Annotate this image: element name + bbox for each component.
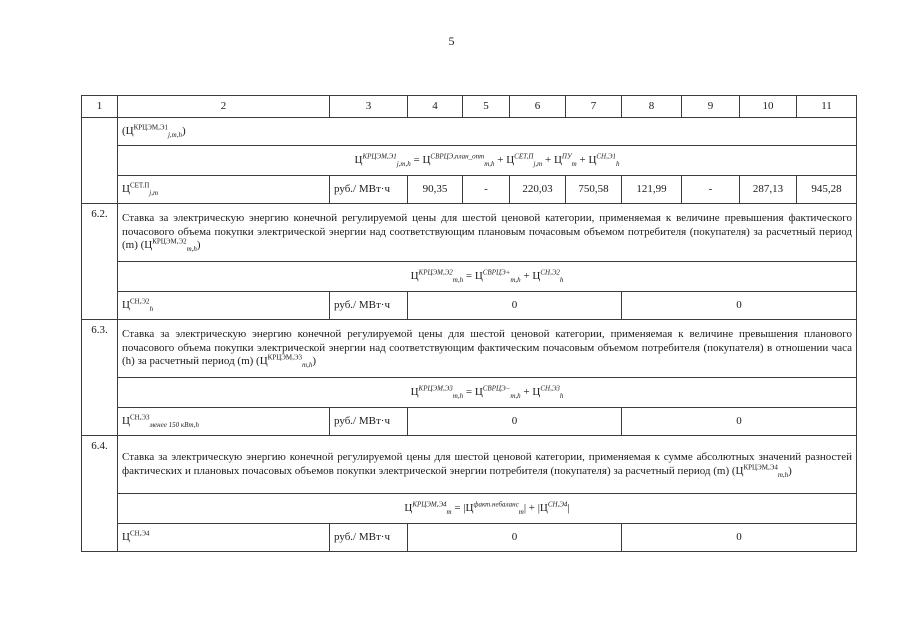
- rate-name: $Ц^{СН,Э3}_{менее 150 кВт,h}$: [118, 408, 330, 436]
- unit-cell: руб./ МВт·ч: [330, 408, 408, 436]
- value-cell: 90,35: [408, 176, 463, 204]
- section-number: 6.2.: [82, 204, 118, 320]
- value-cell: 220,03: [510, 176, 566, 204]
- value-cell: 0: [408, 292, 622, 320]
- value-cell: 121,99: [622, 176, 682, 204]
- formula-row: [82, 378, 857, 408]
- header-cell: 7: [566, 96, 622, 118]
- value-cell: -: [463, 176, 510, 204]
- section-text: Ставка за электрическую энергию конечной регулируемой цены для шестой ценовой категории, применяемая к величине превышения планового почасового объема покупки электрической энергии над соответствующим фактическим почасовым объемом потребителя (покупателя) в отношении часа (h) за расчетный период (m) $(Ц^{КРЦЭМ,Э3}_{m,h})$: [118, 320, 857, 378]
- section-6-4: [82, 436, 857, 494]
- rate-name: $Ц^{СЕТ.П}_{j,m}$: [118, 176, 330, 204]
- section-6-3: [82, 320, 857, 378]
- tariff-table: [81, 95, 857, 552]
- formula-row: [82, 262, 857, 292]
- formula-row: [82, 494, 857, 524]
- formula-6-1: $Ц^{КРЦЭМ,Э1}_{j,m,h} = Ц^{СВРЦЭ,план\_опт}_{m,h} + Ц^{СЕТ,П}_{j,m} + Ц^{ПУ}_m + Ц^{СН,Э1}_h$: [118, 146, 857, 176]
- value-cell: 287,13: [740, 176, 797, 204]
- header-cell: 10: [740, 96, 797, 118]
- section-number: 6.3.: [82, 320, 118, 436]
- rate-name: $Ц^{СН,Э4}$: [118, 524, 330, 552]
- value-cell: 945,28: [797, 176, 857, 204]
- formula-6-4: $Ц^{КРЦЭМ,Э4}_m = |Ц^{факт.небаланс}_m| + |Ц^{СН,Э4}|$: [118, 494, 857, 524]
- header-cell: 8: [622, 96, 682, 118]
- section-text: Ставка за электрическую энергию конечной регулируемой цены для шестой ценовой категории, применяемая к сумме абсолютных значений разностей фактических и плановых почасовых объемов покупки электрической энергии потребителя (покупателя) за расчетный период (m) $(Ц^{КРЦЭМ,Э4}_{m,h})$: [118, 436, 857, 494]
- page-number: 5: [448, 34, 455, 48]
- value-cell: 0: [408, 524, 622, 552]
- unit-cell: руб./ МВт·ч: [330, 176, 408, 204]
- table-row: [82, 408, 857, 436]
- unit-cell: руб./ МВт·ч: [330, 292, 408, 320]
- value-cell: 0: [408, 408, 622, 436]
- value-cell: 750,58: [566, 176, 622, 204]
- formula-6-2: $Ц^{КРЦЭМ,Э2}_{m,h} = Ц^{СВРЦЭ+}_{m,h} + Ц^{СН,Э2}_h$: [118, 262, 857, 292]
- table-row: [82, 176, 857, 204]
- header-cell: 11: [797, 96, 857, 118]
- section-6-1-continuation: [82, 118, 857, 146]
- formula-row: [82, 146, 857, 176]
- section-number-cell: [82, 118, 118, 204]
- table-header-row: [82, 96, 857, 118]
- section-text: $(Ц^{КРЦЭМ,Э1}_{j,m,h})$: [118, 118, 857, 146]
- header-cell: 4: [408, 96, 463, 118]
- section-6-2: [82, 204, 857, 262]
- formula-6-3: $Ц^{КРЦЭМ,Э3}_{m,h} = Ц^{СВРЦЭ-}_{m,h} + Ц^{СН,Э3}_h$: [118, 378, 857, 408]
- header-cell: 6: [510, 96, 566, 118]
- header-cell: 1: [82, 96, 118, 118]
- header-cell: 2: [118, 96, 330, 118]
- value-cell: 0: [622, 292, 857, 320]
- value-cell: 0: [622, 524, 857, 552]
- section-text: Ставка за электрическую энергию конечной регулируемой цены для шестой ценовой категории, применяемая к величине превышения фактического почасового объема покупки электрической энергии над соответствующим плановым почасовым объемом потребителя (покупателя) за расчетный период (m) $(Ц^{КРЦЭМ,Э2}_{m,h})$: [118, 204, 857, 262]
- rate-name: $Ц^{СН,Э2}_h$: [118, 292, 330, 320]
- table-row: [82, 524, 857, 552]
- table-row: [82, 292, 857, 320]
- unit-cell: руб./ МВт·ч: [330, 524, 408, 552]
- value-cell: -: [682, 176, 740, 204]
- header-cell: 3: [330, 96, 408, 118]
- value-cell: 0: [622, 408, 857, 436]
- section-number: 6.4.: [82, 436, 118, 552]
- header-cell: 5: [463, 96, 510, 118]
- header-cell: 9: [682, 96, 740, 118]
